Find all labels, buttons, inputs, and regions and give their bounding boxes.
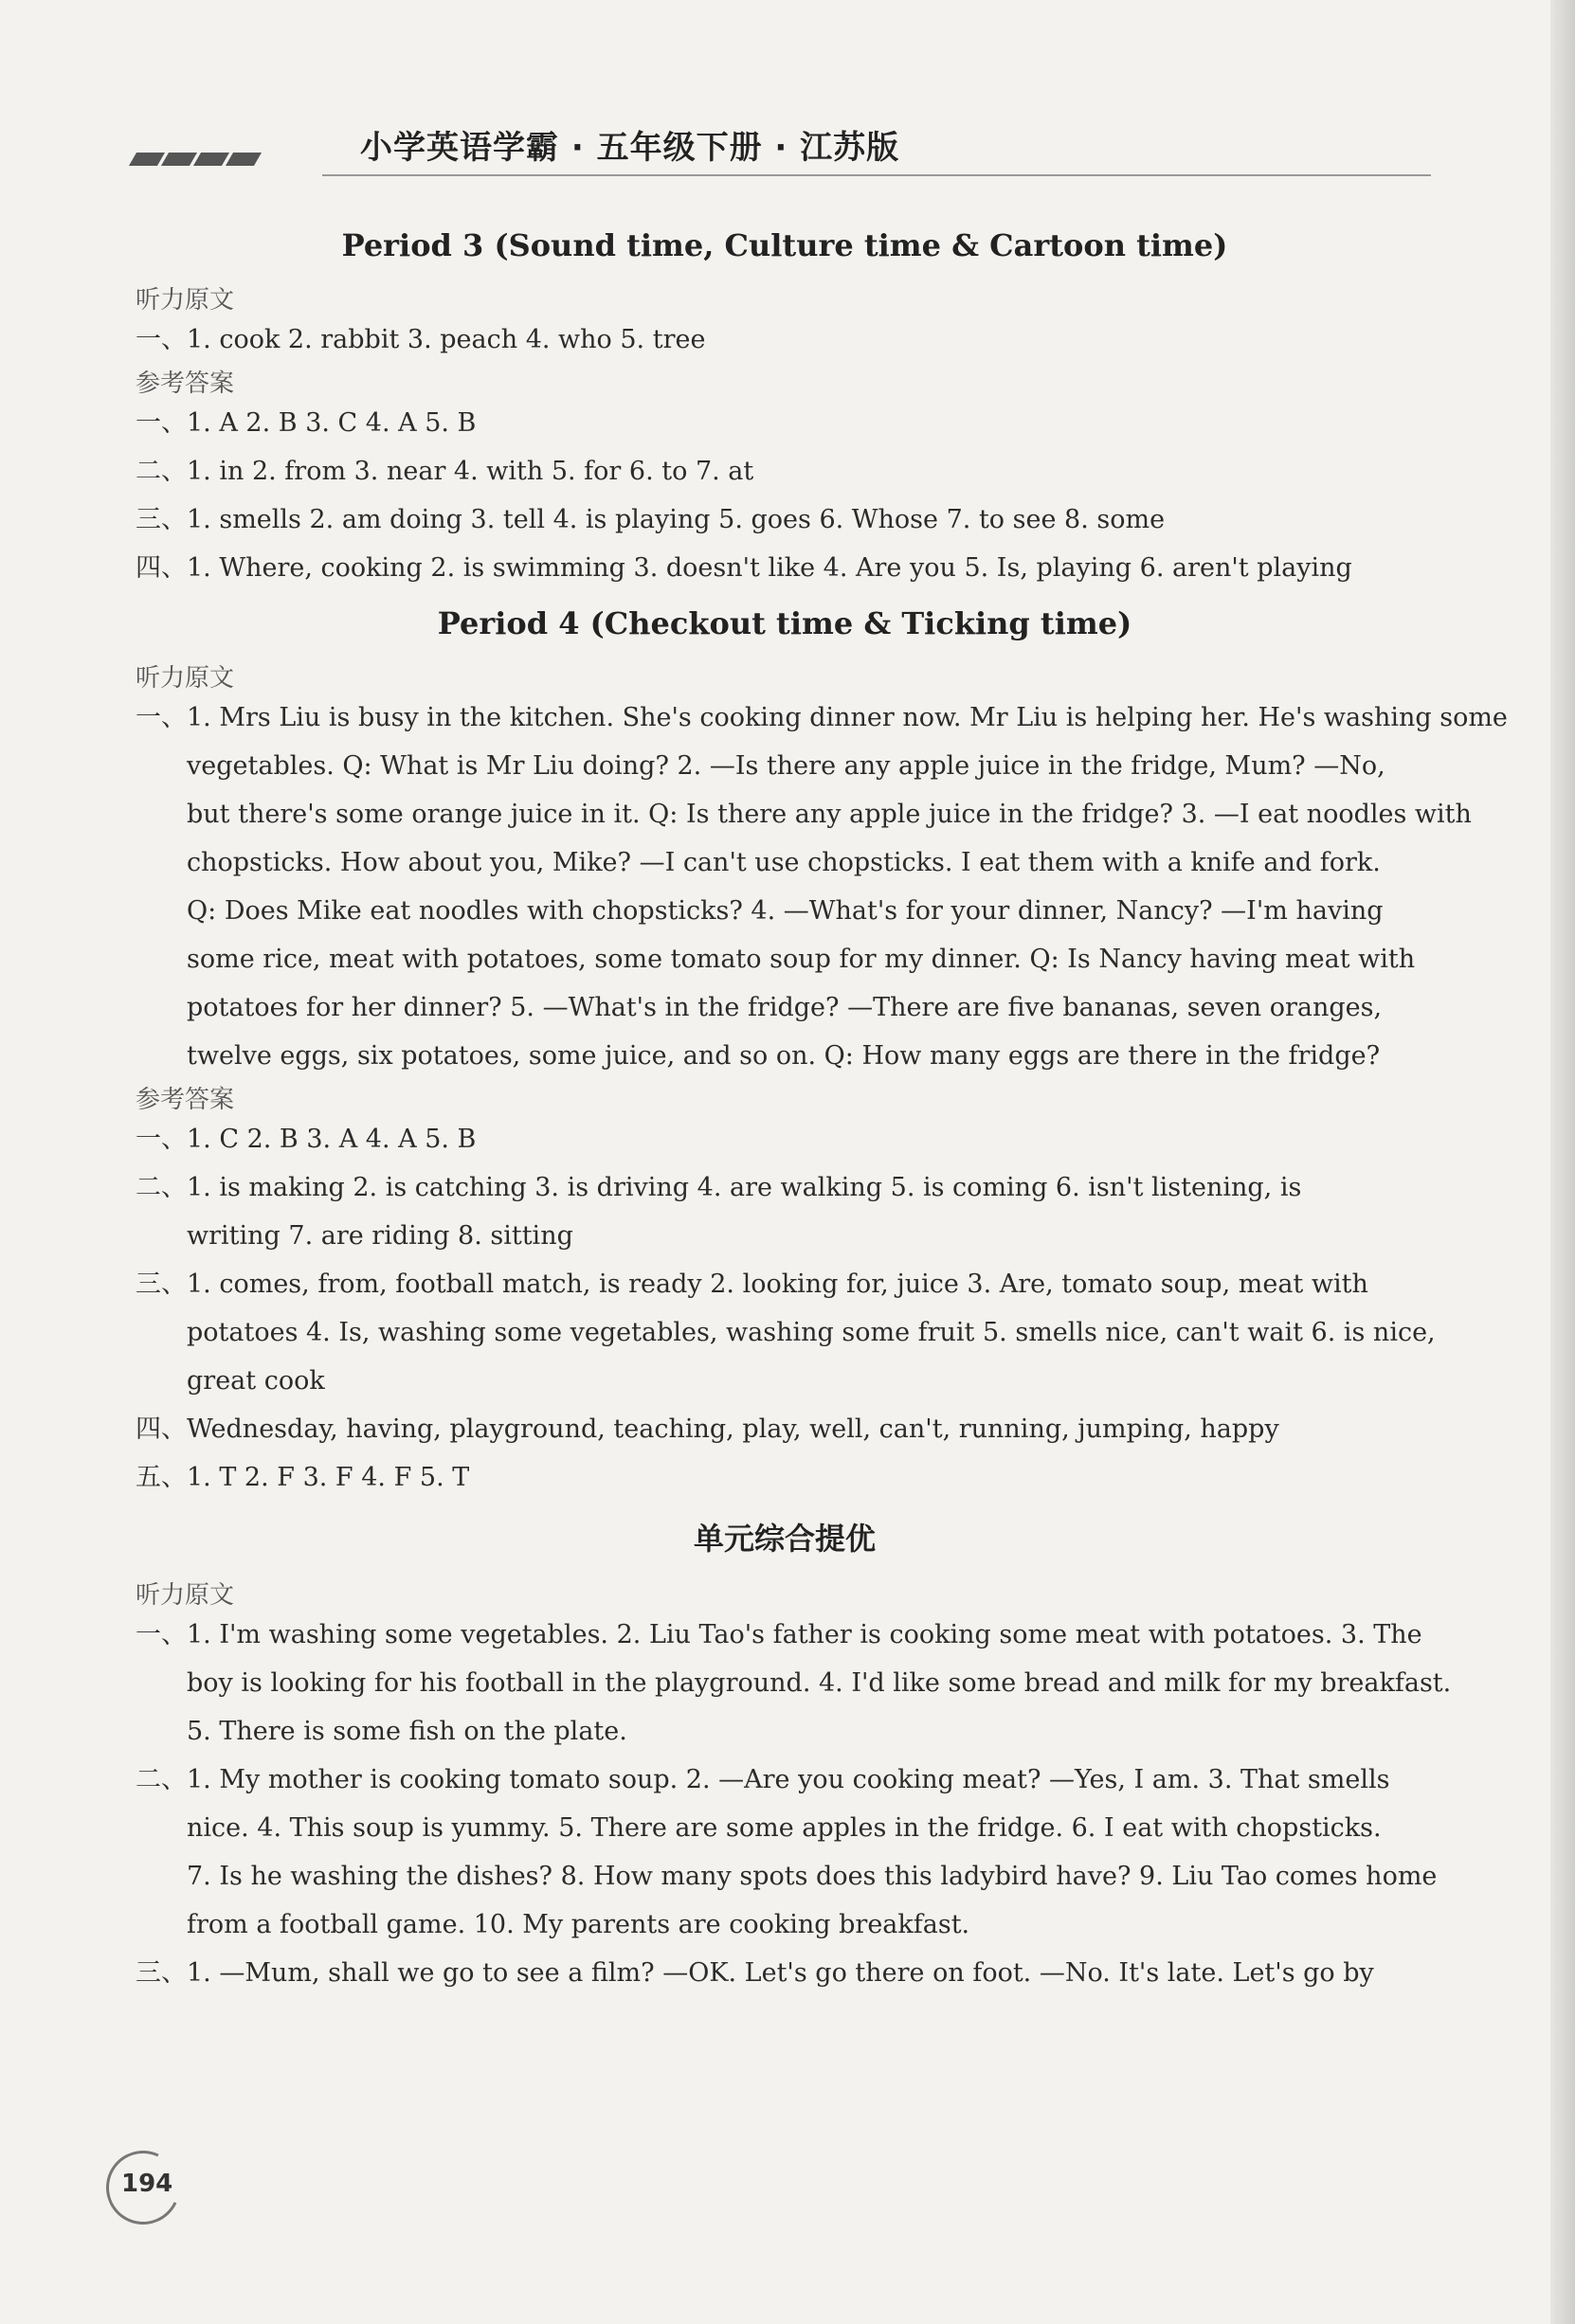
period4-answer-3: 三、1. comes, from, football match, is ready 2. looking for, juice 3. Are, tomato soup, meat with	[136, 1270, 1368, 1299]
unit-listen-label: 听力原文	[136, 1581, 235, 1610]
page-content	[136, 224, 1508, 1997]
period4-listen-label: 听力原文	[136, 664, 235, 693]
page-edge-shadow	[1550, 0, 1575, 2324]
period4-answer-label: 参考答案	[136, 1086, 235, 1114]
unit-listen-line: boy is looking for his football in the playground. 4. I'd like some bread and milk for my breakfast.	[187, 1668, 1452, 1698]
period3-answer-3: 三、1. smells 2. am doing 3. tell 4. is playing 5. goes 6. Whose 7. to see 8. some	[136, 505, 1166, 534]
unit-listen-line: 7. Is he washing the dishes? 8. How many spots does this ladybird have? 9. Liu Tao comes home	[187, 1862, 1438, 1891]
book-title: 小学英语学霸 · 五年级下册 · 江苏版	[360, 129, 900, 167]
period3-listen-label: 听力原文	[136, 286, 235, 315]
unit-listen-line: 三、1. —Mum, shall we go to see a film? —OK. Let's go there on foot. —No. It's late. Let's go by	[136, 1958, 1374, 1988]
period4-answer-2: 二、1. is making 2. is catching 3. is driving 4. are walking 5. is coming 6. isn't listening, is	[136, 1173, 1302, 1202]
period4-listen-line: vegetables. Q: What is Mr Liu doing? 2. —Is there any apple juice in the fridge, Mum? —No,	[187, 751, 1385, 781]
unit-listen-line: 二、1. My mother is cooking tomato soup. 2. —Are you cooking meat? —Yes, I am. 3. That smells	[136, 1765, 1390, 1794]
period4-listen-line: 一、1. Mrs Liu is busy in the kitchen. She's cooking dinner now. Mr Liu is helping her. He's washing some	[136, 703, 1508, 732]
unit-review-title: 单元综合提优	[693, 1521, 876, 1557]
period4-answer-2-cont: writing 7. are riding 8. sitting	[187, 1221, 573, 1251]
period3-answer-4: 四、1. Where, cooking 2. is swimming 3. doesn't like 4. Are you 5. Is, playing 6. aren't playing	[136, 553, 1352, 583]
period4-listen-line: some rice, meat with potatoes, some tomato soup for my dinner. Q: Is Nancy having meat with	[187, 945, 1416, 974]
period4-listen-line: twelve eggs, six potatoes, some juice, and so on. Q: How many eggs are there in the fridge?	[187, 1041, 1381, 1071]
unit-listen-line: 5. There is some fish on the plate.	[187, 1717, 627, 1746]
period4-answer-4: 四、Wednesday, having, playground, teaching, play, well, can't, running, jumping, happy	[136, 1414, 1279, 1444]
period4-answer-3-cont: potatoes 4. Is, washing some vegetables, washing some fruit 5. smells nice, can't wait 6. is nice,	[187, 1318, 1436, 1347]
period4-answer-3-cont: great cook	[187, 1366, 325, 1396]
period4-answer-5: 五、1. T 2. F 3. F 4. F 5. T	[136, 1463, 470, 1492]
period4-title: Period 4 (Checkout time & Ticking time)	[437, 605, 1132, 641]
unit-listen-line: nice. 4. This soup is yummy. 5. There are some apples in the fridge. 6. I eat with chopsticks.	[187, 1813, 1382, 1843]
unit-listen-line: 一、1. I'm washing some vegetables. 2. Liu Tao's father is cooking some meat with potatoes. 3. The	[136, 1620, 1422, 1649]
period3-answer-2: 二、1. in 2. from 3. near 4. with 5. for 6. to 7. at	[136, 457, 754, 486]
period4-listen-line: Q: Does Mike eat noodles with chopsticks? 4. —What's for your dinner, Nancy? —I'm having	[187, 896, 1384, 926]
header-rule	[322, 174, 1431, 176]
unit-listen-line: from a football game. 10. My parents are cooking breakfast.	[187, 1910, 970, 1939]
period4-listen-line: but there's some orange juice in it. Q: Is there any apple juice in the fridge? 3. —I eat noodles with	[187, 800, 1472, 829]
period4-listen-line: chopsticks. How about you, Mike? —I can't use chopsticks. I eat them with a knife and fork.	[187, 848, 1381, 877]
period3-answer-1: 一、1. A 2. B 3. C 4. A 5. B	[136, 408, 477, 438]
period3-title: Period 3 (Sound time, Culture time & Cartoon time)	[341, 227, 1228, 263]
period4-answer-1: 一、1. C 2. B 3. A 4. A 5. B	[136, 1125, 477, 1154]
period4-listen-line: potatoes for her dinner? 5. —What's in the fridge? —There are five bananas, seven oranges,	[187, 993, 1383, 1022]
page-number-badge	[106, 2141, 182, 2217]
page-number: 194	[121, 2170, 173, 2198]
header-decoration	[133, 149, 322, 177]
period3-listen-line: 一、1. cook 2. rabbit 3. peach 4. who 5. tree	[136, 325, 706, 354]
period3-answer-label: 参考答案	[136, 369, 235, 398]
